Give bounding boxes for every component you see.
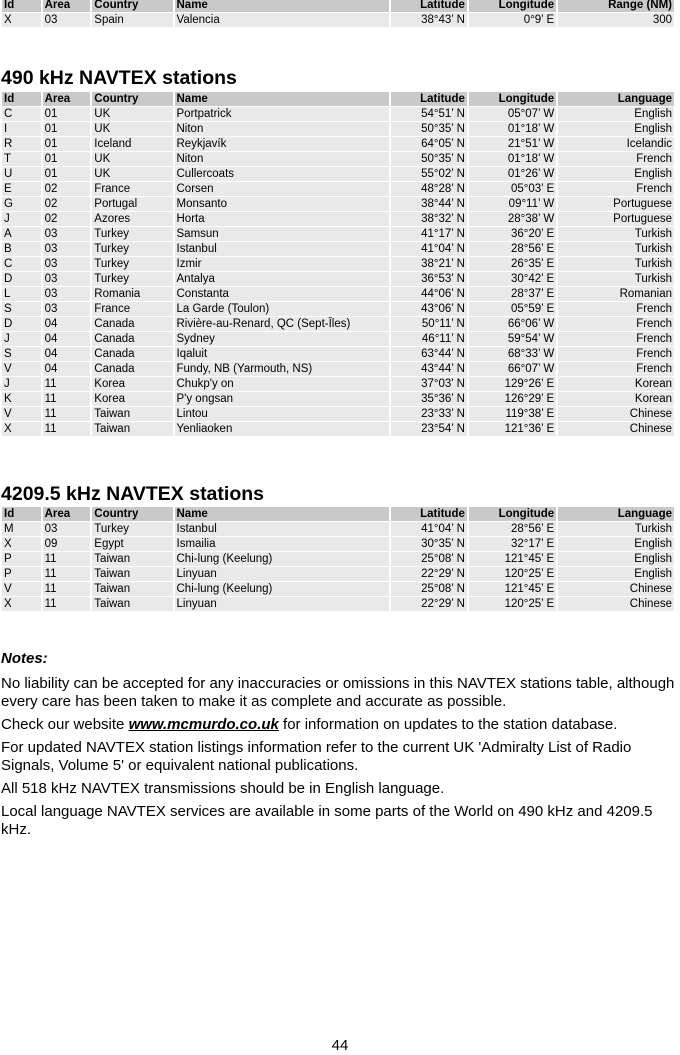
table-cell: 59°54’ W	[469, 332, 556, 346]
table-cell: 25°08’ N	[391, 552, 467, 566]
table-cell: 50°35’ N	[391, 122, 467, 136]
table-cell: V	[2, 582, 41, 596]
table-cell: B	[2, 242, 41, 256]
table-row	[2, 257, 674, 271]
table-cell: English	[558, 167, 674, 181]
table-cell: UK	[92, 122, 172, 136]
table-row	[2, 377, 674, 391]
column-header: Country	[92, 0, 172, 12]
table-cell: Korea	[92, 392, 172, 406]
table-cell: French	[558, 317, 674, 331]
table-cell: Niton	[175, 122, 389, 136]
column-header: Area	[43, 92, 91, 106]
table-cell: Turkish	[558, 522, 674, 536]
table-cell: 04	[43, 317, 91, 331]
table-cell: Korean	[558, 392, 674, 406]
table-cell: 11	[43, 392, 91, 406]
table-cell: Korean	[558, 377, 674, 391]
table-cell: 50°35’ N	[391, 152, 467, 166]
table-cell: 38°43’ N	[391, 13, 467, 27]
table-cell: P'y ongsan	[175, 392, 389, 406]
table-row	[2, 197, 674, 211]
table-cell: Turkey	[92, 242, 172, 256]
table-cell: X	[2, 537, 41, 551]
table-cell: 01	[43, 167, 91, 181]
table-cell: 63°44’ N	[391, 347, 467, 361]
table-row	[2, 302, 674, 316]
table-cell: 41°17’ N	[391, 227, 467, 241]
column-header: Latitude	[391, 0, 467, 12]
table-cell: Iceland	[92, 137, 172, 151]
table-cell: Portpatrick	[175, 107, 389, 121]
table-cell: Constanta	[175, 287, 389, 301]
table-header-row	[2, 507, 674, 521]
table-cell: English	[558, 552, 674, 566]
table-cell: Canada	[92, 347, 172, 361]
table-cell: 36°20’ E	[469, 227, 556, 241]
table-cell: Istanbul	[175, 522, 389, 536]
table-cell: Chi-lung (Keelung)	[175, 552, 389, 566]
table-row	[2, 407, 674, 421]
table-cell: 01	[43, 137, 91, 151]
table-cell: 120°25’ E	[469, 567, 556, 581]
table-cell: 01°26’ W	[469, 167, 556, 181]
table-cell: Turkish	[558, 272, 674, 286]
column-header: Id	[2, 0, 41, 12]
table-cell: Turkey	[92, 227, 172, 241]
table-cell: 36°53’ N	[391, 272, 467, 286]
table-cell: 03	[43, 242, 91, 256]
table-row	[2, 347, 674, 361]
table-row	[2, 392, 674, 406]
table-row	[2, 362, 674, 376]
table-row	[2, 137, 674, 151]
table-cell: 300	[558, 13, 674, 27]
table-header-row	[2, 92, 674, 106]
table-cell: Niton	[175, 152, 389, 166]
table-cell: T	[2, 152, 41, 166]
table-cell: 43°44’ N	[391, 362, 467, 376]
table-cell: 03	[43, 257, 91, 271]
table-cell: 22°29’ N	[391, 567, 467, 581]
table-cell: Linyuan	[175, 567, 389, 581]
table-cell: Reykjavík	[175, 137, 389, 151]
table-cell: 03	[43, 287, 91, 301]
table-cell: Sydney	[175, 332, 389, 346]
table-cell: Taiwan	[92, 597, 172, 611]
table-cell: S	[2, 347, 41, 361]
navtex-518-table-continued	[0, 0, 676, 28]
column-header: Language	[558, 507, 674, 521]
table-cell: 25°08’ N	[391, 582, 467, 596]
table-cell: French	[558, 152, 674, 166]
table-cell: French	[558, 332, 674, 346]
table-cell: 66°06’ W	[469, 317, 556, 331]
table-cell: 05°07’ W	[469, 107, 556, 121]
table-cell: J	[2, 212, 41, 226]
column-header: Area	[43, 0, 91, 12]
table-cell: D	[2, 272, 41, 286]
table-cell: Turkey	[92, 257, 172, 271]
table-cell: 02	[43, 182, 91, 196]
table-row	[2, 552, 674, 566]
table-cell: 09	[43, 537, 91, 551]
note-local-language: Local language NAVTEX services are available in some parts of the World on 490 kHz and 4209.5 kHz.	[1, 803, 653, 838]
table-cell: 120°25’ E	[469, 597, 556, 611]
table-cell: 30°35’ N	[391, 537, 467, 551]
table-cell: Taiwan	[92, 407, 172, 421]
table-cell: 66°07’ W	[469, 362, 556, 376]
table-cell: Chinese	[558, 422, 674, 436]
table-cell: France	[92, 302, 172, 316]
table-cell: 41°04’ N	[391, 242, 467, 256]
table-cell: 03	[43, 227, 91, 241]
table-cell: French	[558, 182, 674, 196]
table-cell: 121°36’ E	[469, 422, 556, 436]
table-cell: Turkish	[558, 227, 674, 241]
table-cell: 121°45’ E	[469, 552, 556, 566]
table-cell: Turkey	[92, 522, 172, 536]
table-cell: 44°06’ N	[391, 287, 467, 301]
table-cell: Corsen	[175, 182, 389, 196]
table-cell: UK	[92, 167, 172, 181]
table-cell: C	[2, 257, 41, 271]
table-cell: English	[558, 567, 674, 581]
column-header: Country	[92, 507, 172, 521]
table-cell: Antalya	[175, 272, 389, 286]
table-cell: Egypt	[92, 537, 172, 551]
notes-title: Notes:	[1, 650, 48, 667]
table-row	[2, 212, 674, 226]
table-cell: 01	[43, 152, 91, 166]
table-cell: UK	[92, 152, 172, 166]
table-cell: Turkish	[558, 257, 674, 271]
table-cell: Horta	[175, 212, 389, 226]
table-cell: D	[2, 317, 41, 331]
table-cell: Rivière-au-Renard, QC (Sept-Îles)	[175, 317, 389, 331]
table-row	[2, 152, 674, 166]
table-cell: M	[2, 522, 41, 536]
table-row	[2, 107, 674, 121]
table-cell: Istanbul	[175, 242, 389, 256]
table-row	[2, 227, 674, 241]
table-cell: P	[2, 567, 41, 581]
table-row	[2, 567, 674, 581]
table-row	[2, 13, 674, 27]
table-cell: French	[558, 302, 674, 316]
table-cell: A	[2, 227, 41, 241]
column-header: Latitude	[391, 507, 467, 521]
table-row	[2, 537, 674, 551]
table-cell: English	[558, 122, 674, 136]
table-cell: English	[558, 107, 674, 121]
table-cell: 50°11’ N	[391, 317, 467, 331]
table-cell: Taiwan	[92, 552, 172, 566]
column-header: Id	[2, 507, 41, 521]
table-cell: 43°06’ N	[391, 302, 467, 316]
table-cell: 21°51’ W	[469, 137, 556, 151]
table-cell: 04	[43, 332, 91, 346]
table-cell: 48°28’ N	[391, 182, 467, 196]
table-cell: 30°42’ E	[469, 272, 556, 286]
table-row	[2, 272, 674, 286]
table-cell: 26°35’ E	[469, 257, 556, 271]
table-cell: Taiwan	[92, 582, 172, 596]
table-cell: 11	[43, 422, 91, 436]
table-cell: Turkey	[92, 272, 172, 286]
table-row	[2, 242, 674, 256]
table-cell: R	[2, 137, 41, 151]
table-cell: Chukp'y on	[175, 377, 389, 391]
column-header: Name	[175, 507, 389, 521]
column-header: Id	[2, 92, 41, 106]
table-cell: G	[2, 197, 41, 211]
column-header: Language	[558, 92, 674, 106]
table-cell: France	[92, 182, 172, 196]
table-cell: Cullercoats	[175, 167, 389, 181]
table-cell: U	[2, 167, 41, 181]
notes-section	[1, 650, 677, 844]
note-english: All 518 kHz NAVTEX transmissions should be in English language.	[1, 780, 445, 797]
table-cell: Taiwan	[92, 422, 172, 436]
table-cell: 03	[43, 272, 91, 286]
table-cell: Monsanto	[175, 197, 389, 211]
table-cell: Taiwan	[92, 567, 172, 581]
table-cell: 02	[43, 212, 91, 226]
table-cell: 11	[43, 597, 91, 611]
column-header: Name	[175, 0, 389, 12]
table-cell: Chinese	[558, 582, 674, 596]
table-cell: Canada	[92, 362, 172, 376]
table-cell: 03	[43, 522, 91, 536]
table-cell: 09°11’ W	[469, 197, 556, 211]
column-header: Area	[43, 507, 91, 521]
column-header: Name	[175, 92, 389, 106]
table-row	[2, 597, 674, 611]
table-cell: 38°32’ N	[391, 212, 467, 226]
table-cell: J	[2, 377, 41, 391]
table-cell: Portugal	[92, 197, 172, 211]
table-cell: 32°17’ E	[469, 537, 556, 551]
table-cell: La Garde (Toulon)	[175, 302, 389, 316]
table-cell: Portuguese	[558, 212, 674, 226]
table-row	[2, 522, 674, 536]
table-cell: 126°29’ E	[469, 392, 556, 406]
table-cell: 0°9’ E	[469, 13, 556, 27]
table-cell: Lintou	[175, 407, 389, 421]
table-cell: V	[2, 362, 41, 376]
note-website-text-after: for information on updates to the station database.	[278, 716, 618, 733]
table-cell: Valencia	[175, 13, 389, 27]
table-row	[2, 582, 674, 596]
table-cell: Portuguese	[558, 197, 674, 211]
table-cell: 23°33’ N	[391, 407, 467, 421]
navtex-490-table	[0, 91, 676, 437]
navtex-4209-table	[0, 506, 676, 612]
table-cell: C	[2, 107, 41, 121]
table-cell: Ismailia	[175, 537, 389, 551]
table-cell: Canada	[92, 317, 172, 331]
table-cell: French	[558, 347, 674, 361]
note-liability: No liability can be accepted for any inaccuracies or omissions in this NAVTEX stations table, although every care has been taken to make it as complete and accurate as possible.	[1, 675, 675, 710]
table-cell: S	[2, 302, 41, 316]
table-cell: 03	[43, 302, 91, 316]
table-cell: 28°56’ E	[469, 242, 556, 256]
table-row	[2, 287, 674, 301]
column-header: Range (NM)	[558, 0, 674, 12]
section-title-4209: 4209.5 kHz NAVTEX stations	[1, 483, 264, 505]
table-cell: 04	[43, 347, 91, 361]
table-cell: 119°38’ E	[469, 407, 556, 421]
table-cell: Linyuan	[175, 597, 389, 611]
table-cell: UK	[92, 107, 172, 121]
table-cell: 37°03’ N	[391, 377, 467, 391]
table-cell: Romania	[92, 287, 172, 301]
table-cell: Spain	[92, 13, 172, 27]
table-cell: Chi-lung (Keelung)	[175, 582, 389, 596]
table-cell: 11	[43, 567, 91, 581]
table-cell: Iqaluit	[175, 347, 389, 361]
table-row	[2, 317, 674, 331]
table-cell: 03	[43, 13, 91, 27]
table-row	[2, 167, 674, 181]
note-website	[1, 716, 677, 734]
table-cell: 05°03’ E	[469, 182, 556, 196]
table-cell: 02	[43, 197, 91, 211]
table-cell: X	[2, 422, 41, 436]
table-row	[2, 332, 674, 346]
table-cell: 23°54’ N	[391, 422, 467, 436]
column-header: Longitude	[469, 92, 556, 106]
website-link[interactable]: www.mcmurdo.co.uk	[128, 716, 279, 733]
table-cell: Korea	[92, 377, 172, 391]
table-cell: 04	[43, 362, 91, 376]
table-row	[2, 122, 674, 136]
table-cell: L	[2, 287, 41, 301]
table-cell: Turkish	[558, 242, 674, 256]
table-cell: 01	[43, 122, 91, 136]
table-cell: P	[2, 552, 41, 566]
table-cell: 22°29’ N	[391, 597, 467, 611]
table-cell: 05°59’ E	[469, 302, 556, 316]
table-cell: 129°26’ E	[469, 377, 556, 391]
table-cell: English	[558, 537, 674, 551]
table-cell: 11	[43, 582, 91, 596]
table-cell: Romanian	[558, 287, 674, 301]
section-title-490: 490 kHz NAVTEX stations	[1, 67, 237, 89]
table-cell: I	[2, 122, 41, 136]
table-cell: Azores	[92, 212, 172, 226]
table-cell: X	[2, 13, 41, 27]
table-cell: 01	[43, 107, 91, 121]
table-cell: X	[2, 597, 41, 611]
table-cell: Icelandic	[558, 137, 674, 151]
table-cell: 28°37’ E	[469, 287, 556, 301]
table-cell: 64°05’ N	[391, 137, 467, 151]
table-cell: 38°21’ N	[391, 257, 467, 271]
column-header: Country	[92, 92, 172, 106]
table-cell: 11	[43, 407, 91, 421]
table-cell: J	[2, 332, 41, 346]
table-cell: Fundy, NB (Yarmouth, NS)	[175, 362, 389, 376]
table-cell: 38°44’ N	[391, 197, 467, 211]
table-cell: E	[2, 182, 41, 196]
table-cell: Izmir	[175, 257, 389, 271]
table-cell: Samsun	[175, 227, 389, 241]
column-header: Longitude	[469, 507, 556, 521]
table-row	[2, 422, 674, 436]
table-cell: Canada	[92, 332, 172, 346]
table-cell: 28°38’ W	[469, 212, 556, 226]
note-admiralty: For updated NAVTEX station listings information refer to the current UK 'Admiralty List of Radio Signals, Volume 5' or equivalent national publications.	[1, 739, 632, 774]
table-cell: Yenliaoken	[175, 422, 389, 436]
table-cell: 28°56’ E	[469, 522, 556, 536]
table-cell: K	[2, 392, 41, 406]
table-cell: 46°11’ N	[391, 332, 467, 346]
table-cell: 35°36’ N	[391, 392, 467, 406]
table-row	[2, 182, 674, 196]
table-cell: 55°02’ N	[391, 167, 467, 181]
table-cell: 41°04’ N	[391, 522, 467, 536]
table-cell: 11	[43, 552, 91, 566]
page-number: 44	[331, 1037, 349, 1054]
table-header-row	[2, 0, 674, 12]
table-cell: 68°33’ W	[469, 347, 556, 361]
column-header: Longitude	[469, 0, 556, 12]
table-cell: 01°18’ W	[469, 122, 556, 136]
column-header: Latitude	[391, 92, 467, 106]
table-cell: Chinese	[558, 597, 674, 611]
table-cell: 11	[43, 377, 91, 391]
table-cell: French	[558, 362, 674, 376]
table-cell: 01°18’ W	[469, 152, 556, 166]
note-website-text-before: Check our website	[1, 716, 129, 733]
table-cell: Chinese	[558, 407, 674, 421]
table-cell: 54°51’ N	[391, 107, 467, 121]
table-cell: 121°45’ E	[469, 582, 556, 596]
table-cell: V	[2, 407, 41, 421]
